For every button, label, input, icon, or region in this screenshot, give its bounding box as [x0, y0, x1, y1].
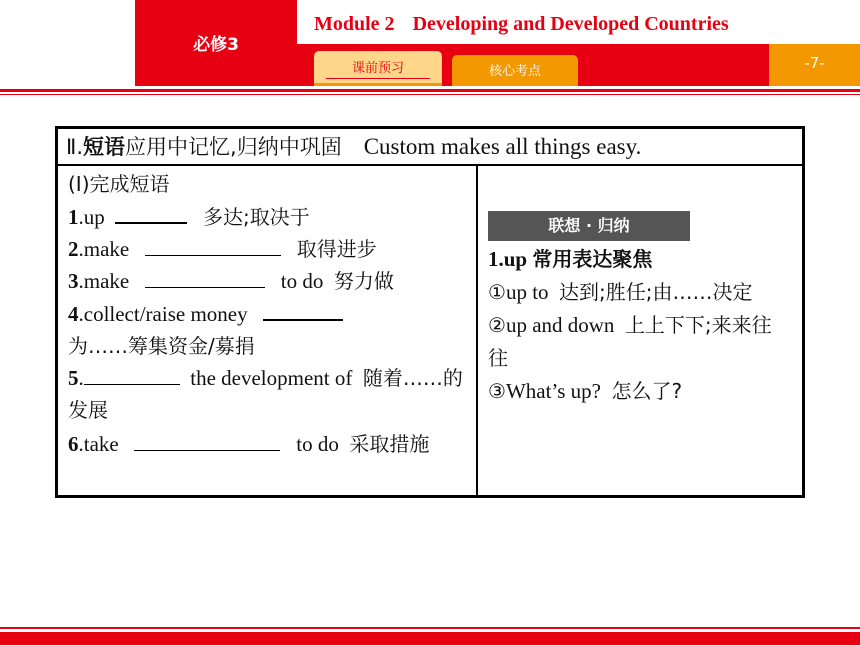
course-banner: [135, 0, 297, 86]
entry-meaning: 达到;胜任;由……决定: [559, 280, 753, 304]
item-number: 5: [68, 366, 79, 390]
tab-key-points[interactable]: [452, 55, 578, 86]
item-meaning: 多达;取决于: [203, 205, 310, 229]
module-title: [314, 13, 729, 36]
entry-marker: ③: [488, 379, 506, 403]
item-suffix: to do: [280, 269, 324, 293]
item-number: 6: [68, 432, 79, 456]
entry-meaning: 怎么了?: [611, 379, 683, 403]
exercise-item-4: [68, 297, 468, 362]
exercise-item-1: [68, 200, 468, 233]
tab-preview-label: 课前预习: [351, 61, 404, 76]
tab-active-underline: [326, 78, 430, 79]
item-number: 4: [68, 302, 79, 326]
item-prefix: .up: [78, 205, 105, 229]
item-number: 2: [68, 237, 79, 261]
association-entry-1: [488, 276, 788, 309]
phrase-card: [55, 126, 805, 498]
entry-phrase: up and down: [505, 313, 615, 337]
exercise-item-2: [68, 233, 468, 265]
entry-marker: ①: [488, 280, 506, 304]
exercise-column: [68, 168, 468, 460]
item-number: 3: [68, 269, 79, 293]
answer-blank[interactable]: [145, 265, 265, 288]
answer-blank[interactable]: [145, 233, 281, 256]
entry-meaning: 上上下下;来来往往: [488, 313, 772, 370]
item-suffix: the development of: [190, 366, 353, 390]
entry-marker: ②: [488, 313, 506, 337]
item-suffix: to do: [296, 432, 339, 456]
section-heading: [66, 135, 342, 159]
course-label: 必修3: [193, 35, 239, 55]
exercise-subtitle: (Ⅰ)完成短语: [68, 172, 170, 196]
association-badge: 联想 · 归纳: [488, 211, 690, 241]
column-divider: [476, 166, 478, 495]
item-meaning: 取得进步: [296, 237, 377, 261]
exercise-item-6: [68, 428, 468, 460]
item-number: 1: [68, 205, 79, 229]
proverb: Custom makes all things easy.: [363, 134, 642, 159]
exercise-item-5: [68, 362, 468, 426]
card-header: [58, 129, 802, 166]
item-meaning: 随着……的发展: [68, 366, 463, 422]
answer-blank[interactable]: [84, 362, 180, 385]
association-column: [488, 208, 788, 408]
item-meaning: 为……筹集资金/募捐: [68, 334, 255, 358]
item-prefix: .collect/raise money: [78, 302, 248, 326]
module-name: Developing and Developed Countries: [412, 13, 729, 35]
module-number: Module 2: [314, 13, 395, 35]
item-meaning: 努力做: [333, 269, 394, 293]
association-entry-2: [488, 309, 788, 375]
answer-blank[interactable]: [263, 297, 343, 321]
item-prefix: .make: [78, 237, 130, 261]
item-prefix: .take: [78, 432, 119, 456]
item-prefix: .: [78, 366, 84, 390]
footer-rule: [0, 627, 860, 629]
heading-title: 常用表达聚焦: [532, 247, 653, 271]
item-meaning: 采取措施: [349, 432, 430, 456]
footer-bar: [0, 632, 860, 645]
section-subtitle: 应用中记忆,归纳中巩固: [125, 135, 342, 159]
heading-number: 1: [488, 247, 499, 271]
section-keyword: 短语: [83, 135, 126, 159]
section-number: Ⅱ.: [66, 135, 84, 159]
entry-phrase: up to: [505, 280, 549, 304]
item-prefix: .make: [78, 269, 130, 293]
association-heading: [488, 243, 788, 276]
entry-phrase: What’s up?: [505, 379, 601, 403]
tab-key-points-label: 核心考点: [488, 64, 541, 79]
header-rule-thin: [0, 94, 860, 95]
association-entry-3: [488, 375, 788, 408]
answer-blank[interactable]: [115, 200, 187, 224]
header-rule: [0, 89, 860, 92]
page-number: -7-: [804, 54, 825, 72]
exercise-item-3: [68, 265, 468, 297]
heading-phrase: .up: [498, 247, 528, 271]
tab-preview[interactable]: [314, 51, 442, 86]
answer-blank[interactable]: [134, 428, 280, 451]
page-number-box: [769, 44, 860, 86]
